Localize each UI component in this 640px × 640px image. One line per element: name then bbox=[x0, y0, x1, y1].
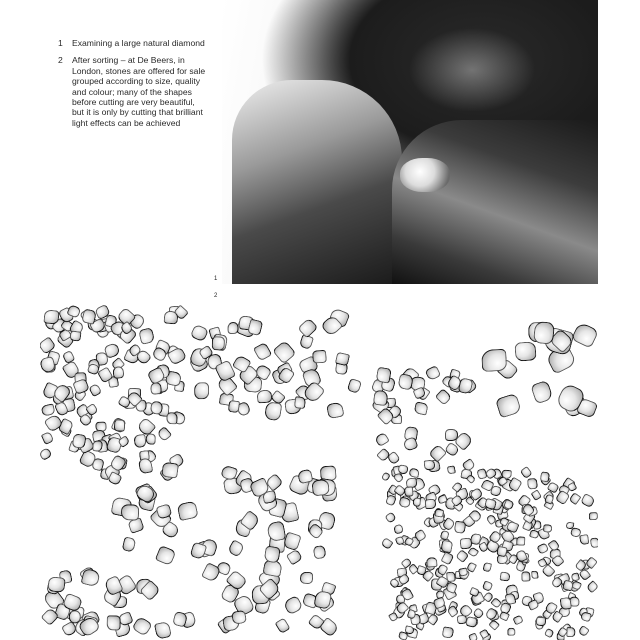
rough-diamond-icon bbox=[380, 472, 390, 483]
rough-diamond-icon bbox=[81, 568, 101, 587]
rough-diamond-icon bbox=[374, 432, 390, 448]
rough-diamond-icon bbox=[496, 393, 522, 418]
caption-text: Examining a large natural diamond bbox=[72, 38, 205, 48]
caption-number: 2 bbox=[58, 55, 63, 66]
rough-diamond-icon bbox=[516, 537, 526, 546]
rough-diamond-icon bbox=[482, 580, 494, 592]
rough-diamond-icon bbox=[531, 570, 539, 579]
rough-diamond-icon bbox=[499, 571, 510, 581]
rough-diamond-icon bbox=[150, 382, 162, 395]
rough-diamond-icon bbox=[107, 615, 121, 630]
rough-diamond-icon bbox=[482, 348, 508, 372]
rough-diamond-icon bbox=[580, 492, 595, 507]
caption-2 bbox=[58, 55, 208, 128]
rough-diamond-icon bbox=[282, 596, 303, 617]
rough-diamond-icon bbox=[226, 539, 244, 558]
rough-diamond-icon bbox=[104, 342, 122, 359]
rough-diamond-icon bbox=[385, 494, 396, 506]
rough-diamond-icon bbox=[275, 617, 291, 634]
rough-diamond-icon bbox=[488, 619, 500, 631]
caption-1 bbox=[58, 38, 208, 48]
rough-diamond-icon bbox=[507, 628, 515, 636]
rough-diamond-icon bbox=[424, 365, 441, 382]
rough-diamond-icon bbox=[589, 537, 598, 548]
caption-number: 1 bbox=[58, 38, 63, 48]
rough-diamond-icon bbox=[414, 402, 429, 416]
rough-diamond-icon bbox=[40, 431, 54, 445]
caption-text: After sorting – at De Beers, in London, stones are offered for sale grouped according to size, quality and colour; many of the shapes before cutting are very beautiful, but it is only by cutting that brilliant light effects can be achieved bbox=[72, 55, 206, 128]
rough-diamond-icon bbox=[531, 489, 542, 500]
rough-diamond-icon bbox=[312, 545, 326, 560]
rough-diamond-icon bbox=[589, 512, 598, 520]
rough-diamond-icon bbox=[522, 571, 531, 581]
rough-diamond-icon bbox=[426, 557, 438, 568]
rough-diamond-icon bbox=[408, 467, 420, 478]
rough-diamond-icon bbox=[189, 324, 208, 343]
rough-diamond-icon bbox=[326, 401, 345, 419]
rough-diamond-icon bbox=[425, 499, 436, 510]
rough-diamond-icon bbox=[43, 309, 59, 324]
rough-diamond-icon bbox=[376, 366, 392, 383]
rough-diamond-icon bbox=[335, 352, 350, 366]
rough-diamond-icon bbox=[166, 413, 177, 425]
rough-diamond-icon bbox=[71, 434, 86, 450]
rough-diamond-icon bbox=[256, 389, 272, 403]
rough-diamond-icon bbox=[577, 625, 590, 638]
rough-diamond-icon bbox=[454, 521, 466, 534]
rough-diamond-icon bbox=[154, 621, 172, 640]
rough-diamond-icon bbox=[560, 597, 572, 610]
rough-diamond-icon bbox=[155, 546, 177, 567]
rough-diamond-icon bbox=[121, 536, 136, 552]
rough-diamond-icon bbox=[519, 466, 533, 480]
diamond-shape bbox=[400, 158, 450, 192]
rough-diamond-icon bbox=[447, 465, 456, 474]
rough-diamond-icon bbox=[70, 331, 82, 342]
rough-diamond-icon bbox=[156, 425, 173, 442]
rough-diamond-icon bbox=[347, 378, 362, 394]
rough-diamond-icon bbox=[150, 401, 163, 415]
rough-diamond-icon bbox=[112, 366, 124, 379]
rough-diamond-icon bbox=[311, 350, 326, 364]
rough-diamond-icon bbox=[297, 317, 318, 338]
rough-diamond-icon bbox=[535, 617, 546, 627]
rough-diamond-icon bbox=[543, 523, 553, 532]
rough-diamond-icon bbox=[272, 340, 296, 364]
rough-diamond-icon bbox=[532, 321, 554, 345]
rough-diamond-icon bbox=[404, 486, 414, 496]
rough-diamond-icon bbox=[114, 420, 125, 432]
rough-diamond-icon bbox=[300, 572, 314, 585]
right-hand-shape bbox=[392, 120, 598, 284]
rough-diamond-icon bbox=[131, 616, 152, 637]
rough-diamond-icon bbox=[263, 401, 282, 421]
rough-diamond-icon bbox=[121, 503, 139, 520]
rough-diamond-icon bbox=[434, 388, 452, 406]
rough-diamond-icon bbox=[527, 478, 538, 490]
rough-diamond-icon bbox=[247, 319, 263, 336]
rough-diamond-icon bbox=[373, 390, 388, 407]
rough-diamond-icon bbox=[293, 396, 305, 409]
rough-diamond-icon bbox=[190, 542, 208, 561]
rough-diamond-icon bbox=[514, 342, 536, 363]
rough-diamond-icon bbox=[193, 383, 209, 400]
rough-diamond-icon bbox=[468, 632, 478, 640]
left-hand-shape bbox=[232, 80, 402, 284]
captions bbox=[58, 38, 208, 135]
rough-diamond-icon bbox=[211, 336, 225, 351]
rough-diamond-icon bbox=[423, 459, 435, 470]
rough-diamond-icon bbox=[442, 626, 454, 639]
rough-diamond-icon bbox=[286, 549, 304, 566]
rough-diamond-icon bbox=[482, 562, 492, 572]
rough-diamond-icon bbox=[172, 611, 188, 628]
rough-diamond-icon bbox=[385, 511, 398, 524]
rough-diamond-icon bbox=[253, 342, 272, 362]
rough-diamond-icon bbox=[393, 523, 404, 534]
sorted-rough-diamonds-photo bbox=[40, 305, 598, 640]
rough-diamond-icon bbox=[283, 531, 302, 551]
rough-diamond-icon bbox=[578, 534, 589, 545]
figure-number-2: 2 bbox=[214, 293, 218, 299]
rough-diamond-icon bbox=[544, 627, 555, 638]
rough-diamond-icon bbox=[570, 322, 598, 350]
rough-diamond-icon bbox=[569, 492, 582, 505]
figure-number-1: 1 bbox=[214, 276, 218, 282]
rough-diamond-icon bbox=[163, 310, 178, 324]
rough-diamond-icon bbox=[40, 403, 55, 417]
rough-diamond-icon bbox=[138, 327, 155, 345]
rough-diamond-icon bbox=[530, 380, 554, 405]
rough-diamond-icon bbox=[586, 580, 598, 594]
rough-diamond-icon bbox=[466, 473, 477, 484]
rough-diamond-icon bbox=[89, 383, 103, 397]
rough-diamond-icon bbox=[145, 433, 156, 445]
rough-diamond-icon bbox=[513, 615, 524, 626]
rough-diamond-icon bbox=[161, 462, 179, 479]
rough-diamond-icon bbox=[107, 471, 122, 486]
rough-diamond-icon bbox=[177, 500, 199, 521]
rough-diamond-icon bbox=[380, 537, 393, 550]
rough-diamond-icon bbox=[40, 447, 53, 462]
rough-diamond-icon bbox=[441, 540, 454, 554]
hands-holding-diamond-photo bbox=[222, 0, 598, 284]
